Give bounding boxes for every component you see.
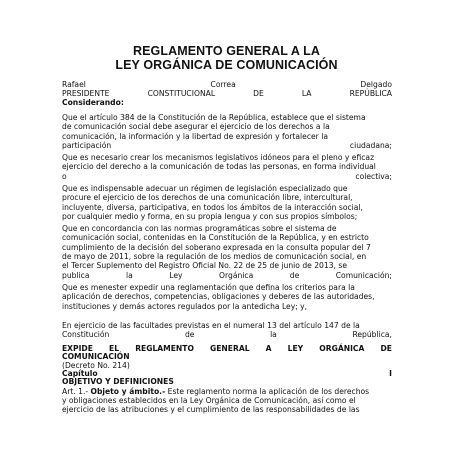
word: de xyxy=(184,330,195,340)
paragraph-line: procure el ejercicio de los derechos de una comunicación libre, intercultural, xyxy=(62,193,353,203)
article-line: ejercicio de las atribuciones y el cumplimiento de las responsabilidades de las xyxy=(62,405,360,415)
paragraph-last-line xyxy=(62,172,392,181)
word: GENERAL xyxy=(210,344,250,353)
paragraph-line: de mayo de 2011, sobre la regulación de los medios de comunicación social, en xyxy=(62,251,367,261)
paragraph-last-line xyxy=(62,141,392,150)
word: DE xyxy=(253,89,264,99)
paragraph-line: Que el artículo 384 de la Constitución de la República, establece que el sistema xyxy=(62,113,366,122)
word: REPÚBLICA xyxy=(349,89,392,99)
paragraph-line: En ejercicio de las facultades previstas en el numeral 13 del artículo 147 de la xyxy=(62,321,360,330)
word: de xyxy=(289,270,300,280)
chapter-title: OBJETIVO Y DEFINICIONES xyxy=(62,377,174,387)
article-line: y obligaciones establecidos en la Ley Orgánica de Comunicación, así como el xyxy=(62,395,356,405)
word: ORGÁNICA xyxy=(319,344,365,353)
expide-line-continued: COMUNICACIÓN xyxy=(62,352,130,362)
paragraph-line: Que en concordancia con las normas programáticas sobre el sistema de xyxy=(62,224,337,233)
word: DE xyxy=(380,344,392,353)
word: o xyxy=(62,171,67,181)
word: Capítulo xyxy=(62,369,98,378)
word: participación xyxy=(62,140,112,150)
word: Orgánica xyxy=(219,270,254,280)
author-name-row xyxy=(62,80,392,89)
word: Delgado xyxy=(360,80,392,89)
paragraph-last-line xyxy=(62,330,392,339)
word: Rafael xyxy=(62,80,86,89)
paragraph-line: el Tercer Suplemento del Registro Oficial No. 22 de 25 de junio de 2013, se xyxy=(62,261,348,271)
paragraph-line: Que es menester expedir una reglamentación que defina los criterios para la xyxy=(62,283,355,292)
word: la xyxy=(270,330,277,340)
document-title-line2: LEY ORGÁNICA DE COMUNICACIÓN xyxy=(115,58,338,72)
paragraph-line: ejercicio del derecho a la comunicación de todas las personas, en forma individual xyxy=(62,162,376,172)
paragraph-line: por cualquier medio y forma, en su propia lengua y con sus propios símbolos; xyxy=(62,211,358,221)
word: LA xyxy=(301,89,312,99)
paragraph-line: comunicación social, contenidas en la Constitución de la República, y en estricto xyxy=(62,233,369,243)
word: REGLAMENTO xyxy=(135,344,194,353)
paragraph-line: instituciones y demás actores regulados por la antedicha Ley; y, xyxy=(62,301,308,311)
word: A xyxy=(265,344,272,353)
word: la xyxy=(126,270,133,280)
article-heading: Objeto y ámbito.- xyxy=(90,386,166,396)
paragraph-line: incluyente, diversa, participativa, en todos los ámbitos de la interacción social, xyxy=(62,202,363,212)
word: EXPIDE xyxy=(62,344,93,353)
paragraph-line: cumplimiento de la decisión del soberano expresada en la consulta popular del 7 xyxy=(62,242,371,252)
word: PRESIDENTE xyxy=(62,89,110,99)
word: ciudadana; xyxy=(349,140,392,150)
decreto-number: (Decreto No. 214) xyxy=(62,360,130,370)
article-text: Este reglamento norma la aplicación de los derechos xyxy=(165,386,370,396)
paragraph-line: comunicación, la información y la libertad de expresión y fortalecer la xyxy=(62,131,328,141)
word: EL xyxy=(109,344,120,353)
document-title-line1: REGLAMENTO GENERAL A LA xyxy=(132,44,321,58)
word: CONSTITUCIONAL xyxy=(147,89,216,99)
word: colectiva; xyxy=(355,171,392,181)
word: LEY xyxy=(287,344,304,353)
paragraph-line: Que es necesario crear los mecanismos legislativos idóneos para el pleno y eficaz xyxy=(62,153,375,162)
paragraph-line: de comunicación social debe asegurar el ejercicio de los derechos a la xyxy=(62,122,330,132)
word: publica xyxy=(62,270,90,280)
article-label: Art. 1.- xyxy=(62,386,91,396)
considerando-heading: Considerando: xyxy=(62,98,124,107)
word: Correa xyxy=(210,80,236,89)
paragraph-last-line xyxy=(62,271,392,280)
word: Constitución xyxy=(62,330,110,340)
word: I xyxy=(389,369,392,378)
paragraph-line: aplicación de derechos, competencias, obligaciones y deberes de las autoridades, xyxy=(62,292,375,302)
article-1-line xyxy=(62,387,392,396)
word: Comunicación; xyxy=(335,270,392,280)
paragraph-line: Que es indispensable adecuar un régimen de legislación especializado que xyxy=(62,184,348,193)
word: Ley xyxy=(169,270,183,280)
word: República, xyxy=(352,330,392,340)
